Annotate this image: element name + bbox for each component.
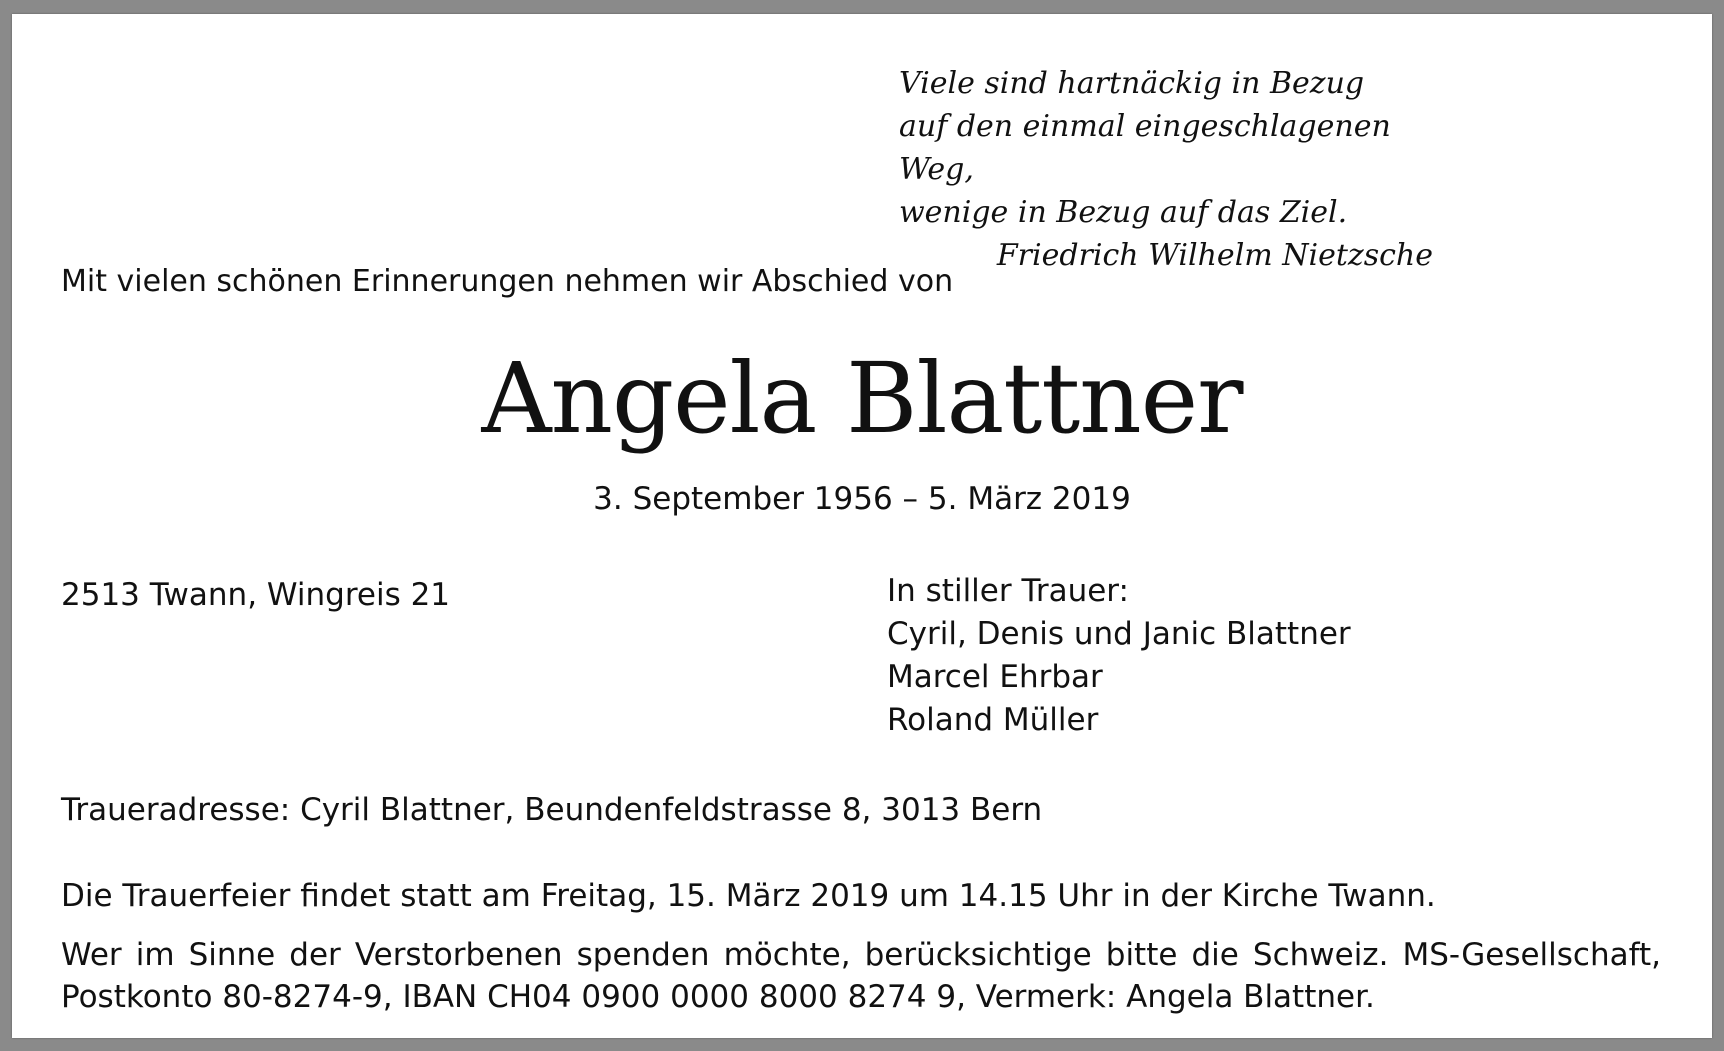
mourners-heading: In stiller Trauer: xyxy=(887,573,1129,609)
quote-line: wenige in Bezug auf das Ziel. xyxy=(899,195,1348,230)
quote-line: auf den einmal eingeschlagenen Weg, xyxy=(899,109,1391,187)
life-dates: 3. September 1956 – 5. März 2019 xyxy=(593,481,1131,517)
quote-author: Friedrich Wilhelm Nietzsche xyxy=(996,238,1433,273)
nietzsche-quote xyxy=(899,62,1459,277)
intro-text: Mit vielen schönen Erinnerungen nehmen wir Abschied von xyxy=(61,264,954,299)
obituary-card xyxy=(12,14,1712,1038)
mourner-name: Cyril, Denis und Janic Blattner xyxy=(887,616,1351,652)
residence-address: 2513 Twann, Wingreis 21 xyxy=(61,577,451,613)
ceremony-info: Die Trauerfeier findet statt am Freitag, 15. März 2019 um 14.15 Uhr in der Kirche Twann. xyxy=(61,878,1436,914)
mourners-block xyxy=(887,570,1351,742)
donation-info: Wer im Sinne der Verstorbenen spenden möchte, berücksichtige bitte die Schweiz. MS-Gesellschaft, Postkonto 80-8274-9, IBAN CH04 0900 0000 8000 8274 9, Vermerk: Angela Blattner. xyxy=(61,937,1661,1015)
quote-line: Viele sind hartnäckig in Bezug xyxy=(899,66,1365,101)
mourner-name: Marcel Ehrbar xyxy=(887,659,1103,695)
mourning-address: Traueradresse: Cyril Blattner, Beundenfeldstrasse 8, 3013 Bern xyxy=(61,792,1043,828)
mourner-name: Roland Müller xyxy=(887,702,1099,738)
deceased-name: Angela Blattner xyxy=(481,342,1243,455)
